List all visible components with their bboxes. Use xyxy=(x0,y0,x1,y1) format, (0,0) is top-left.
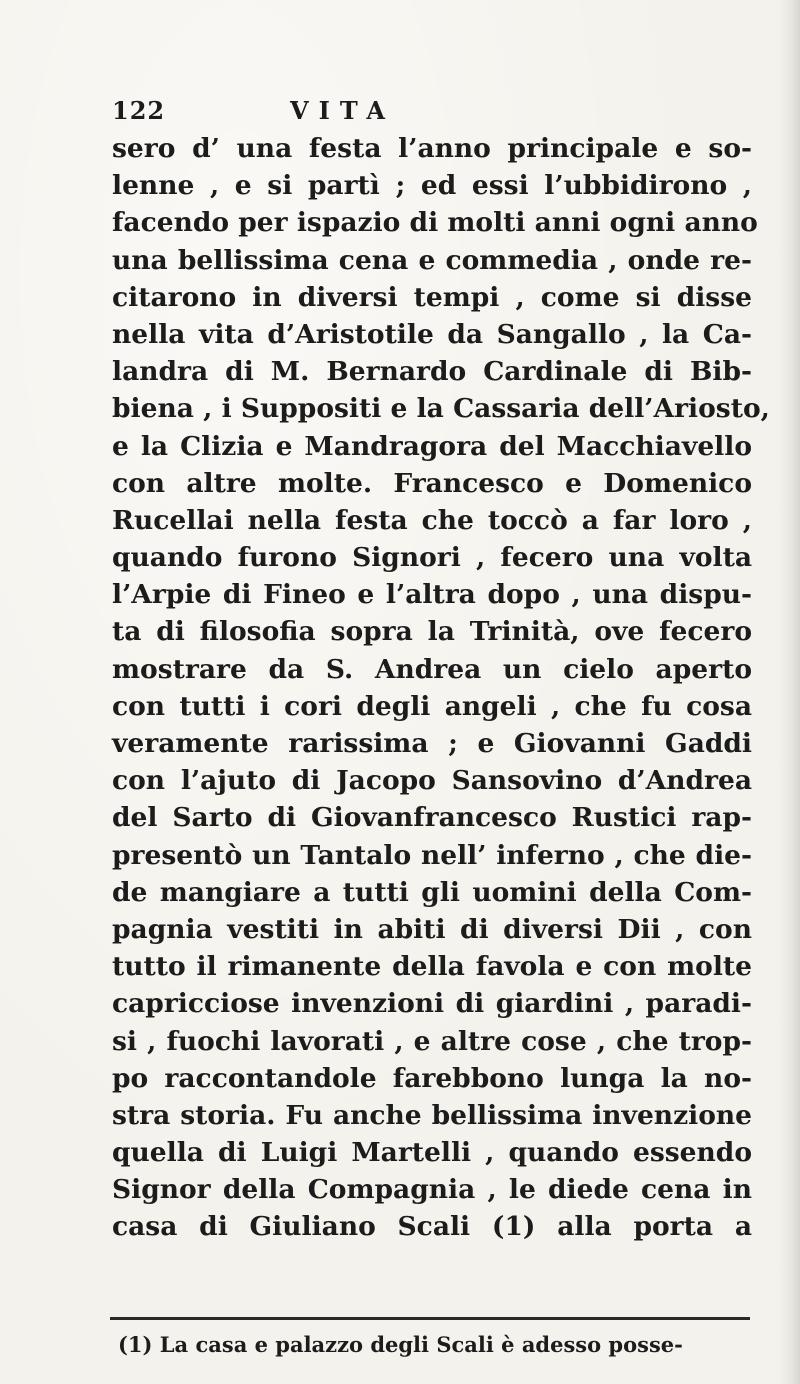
text-line: po raccontandole farebbono lunga la no- xyxy=(112,1062,752,1094)
text-line: con l’ajuto di Jacopo Sansovino d’Andrea xyxy=(112,765,752,797)
text-line: mostrare da S. Andrea un cielo aperto xyxy=(112,653,752,685)
text-line: del Sarto di Giovanfrancesco Rustici rap- xyxy=(112,802,752,834)
text-line: pagnia vestiti in abiti di diversi Dii , con xyxy=(112,913,752,945)
text-line: stra storia. Fu anche bellissima invenzione xyxy=(112,1099,752,1131)
footnote-divider xyxy=(110,1317,750,1320)
text-line: si , fuochi lavorati , e altre cose , che trop- xyxy=(112,1025,752,1057)
text-line: sero d’ una festa l’anno principale e so- xyxy=(112,133,752,164)
text-line: con tutti i cori degli angeli , che fu cosa xyxy=(112,690,752,722)
text-line: ta di filosofia sopra la Trinità, ove fecero xyxy=(112,616,752,648)
text-line: biena , i Suppositi e la Cassaria dell’Ariosto, xyxy=(112,393,770,425)
text-line: una bellissima cena e commedia , onde re- xyxy=(112,244,752,276)
text-line: quella di Luigi Martelli , quando essendo xyxy=(112,1137,752,1169)
text-line: casa di Giuliano Scali (1) alla porta a xyxy=(112,1211,752,1243)
page-header xyxy=(112,96,732,126)
text-line: de mangiare a tutti gli uomini della Com- xyxy=(112,876,752,908)
text-line: presentò un Tantalo nell’ inferno , che die- xyxy=(112,839,752,871)
running-title: VITA xyxy=(290,96,396,125)
text-line: Signor della Compagnia , le diede cena in xyxy=(112,1174,752,1206)
text-line: Rucellai nella festa che toccò a far loro , xyxy=(112,504,752,536)
text-line: l’Arpie di Fineo e l’altra dopo , una dispu- xyxy=(112,579,752,611)
text-line: veramente rarissima ; e Giovanni Gaddi xyxy=(112,728,752,759)
text-line: quando furono Signori , fecero una volta xyxy=(112,542,752,574)
body-text xyxy=(112,130,770,1246)
page-number: 122 xyxy=(112,96,166,125)
text-line: landra di M. Bernardo Cardinale di Bib- xyxy=(112,356,752,388)
text-line: citarono in diversi tempi , come si disse xyxy=(112,281,752,313)
text-line: lenne , e si partì ; ed essi l’ubbidirono , xyxy=(112,170,752,202)
text-line: capricciose invenzioni di giardini , paradi- xyxy=(112,988,752,1020)
text-line: facendo per ispazio di molti anni ogni anno xyxy=(112,207,758,239)
page-edge-shadow xyxy=(778,0,800,1384)
text-line: tutto il rimanente della favola e con molte xyxy=(112,951,752,983)
footnote: (1) La casa e palazzo degli Scali è adesso posse- xyxy=(118,1332,683,1357)
text-line: e la Clizia e Mandragora del Macchiavello xyxy=(112,430,752,462)
text-line: con altre molte. Francesco e Domenico xyxy=(112,467,752,499)
text-line: nella vita d’Aristotile da Sangallo , la Ca- xyxy=(112,318,752,350)
